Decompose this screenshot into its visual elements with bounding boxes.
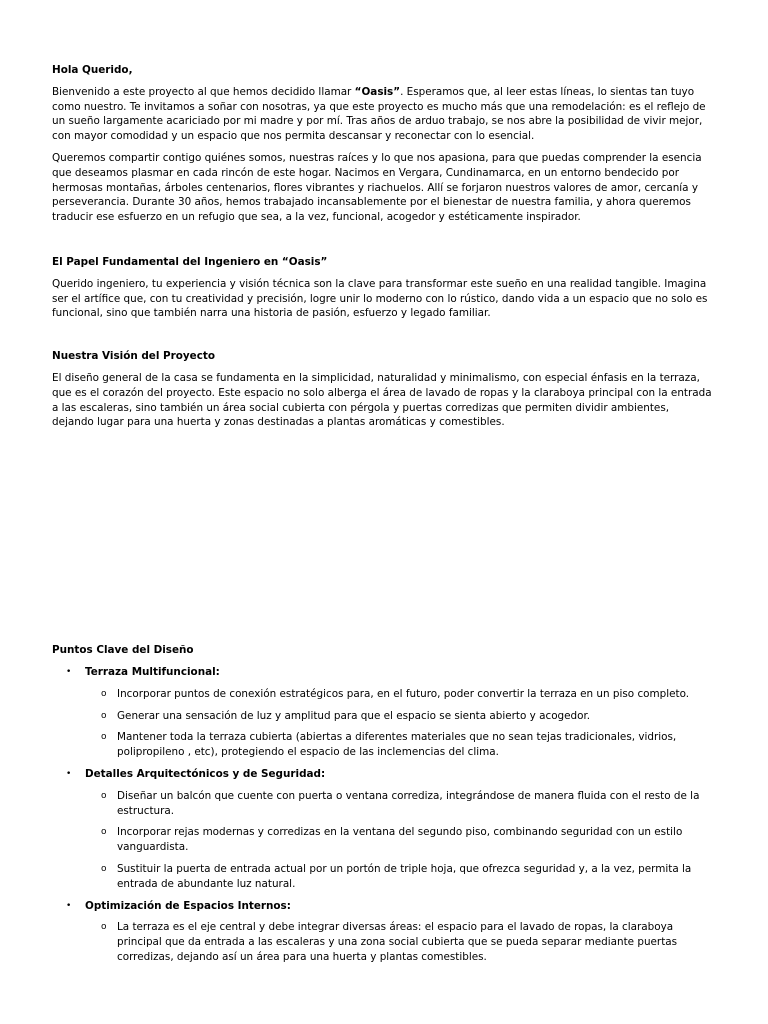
greeting: Hola Querido, bbox=[52, 64, 133, 76]
design-point-sublist bbox=[85, 789, 714, 892]
section-heading-puntos: Puntos Clave del Diseño bbox=[52, 644, 194, 657]
intro-paragraph-1 bbox=[52, 85, 714, 144]
circle-bullet-icon: o bbox=[101, 732, 107, 743]
intro-text-start: Bienvenido a este proyecto al que hemos decidido llamar bbox=[52, 85, 355, 98]
design-point-item bbox=[85, 730, 714, 760]
circle-bullet-icon: o bbox=[101, 922, 107, 933]
design-point-group bbox=[52, 665, 714, 760]
intro-paragraph-2: Queremos compartir contigo quiénes somos, nuestras raíces y lo que nos apasiona, para que puedas comprender la esencia que deseamos plasmar en cada rincón de este hogar. Nacimos en Vergara, Cundinamarca, en un entorno bendecido por hermosas montañas, árboles centenarios, flores vibrantes y riachuelos. Allí se forjaron nuestros valores de amor, cercanía y perseverancia. Durante 30 años, hemos trabajado incansablemente por el bienestar de nuestra familia, y ahora queremos traducir ese esfuerzo en un refugio que sea, a la vez, funcional, acogedor y estéticamente inspirador. bbox=[52, 151, 702, 224]
design-point-text: Mantener toda la terraza cubierta (abiertas a diferentes materiales que no sean tejas tradicionales, vidrios, polipropileno , etc), protegiendo el espacio de las inclemencias del clima. bbox=[117, 731, 677, 759]
circle-bullet-icon: o bbox=[101, 827, 107, 838]
design-points-list bbox=[52, 665, 714, 965]
design-point-text: La terraza es el eje central y debe integrar diversas áreas: el espacio para el lavado de ropas, la claraboya principal que da entrada a las escaleras y una zona social cubierta que se pueda separar mediante puertas corredizas, dejando así un área para una huerta y plantas comestibles. bbox=[117, 921, 678, 963]
design-point-item bbox=[85, 825, 714, 855]
section-body-vision: El diseño general de la casa se fundamenta en la simplicidad, naturalidad y minimalismo, con especial énfasis en la terraza, que es el corazón del proyecto. Este espacio no solo alberga el área de lavado de ropas y la claraboya principal con la entrada a las escaleras, sino también un área social cubierta con pérgola y puertas corredizas que permiten dividir ambientes, dejando lugar para una huerta y zonas destinadas a plantas aromáticas y comestibles. bbox=[52, 371, 712, 429]
bullet-icon: • bbox=[66, 768, 72, 779]
section-body-ingeniero: Querido ingeniero, tu experiencia y visión técnica son la clave para transformar este sueño en una realidad tangible. Imagina ser el artífice que, con tu creatividad y precisión, logre unir lo moderno con lo rústico, dando vida a un espacio que no solo es funcional, sino que también narra una historia de pasión, esfuerzo y legado familiar. bbox=[52, 277, 708, 320]
design-point-sublist bbox=[85, 687, 714, 760]
design-point-title: Terraza Multifuncional: bbox=[85, 665, 220, 678]
design-point-sublist bbox=[85, 920, 714, 964]
design-point-text: Generar una sensación de luz y amplitud para que el espacio se sienta abierto y acogedor. bbox=[117, 709, 591, 722]
circle-bullet-icon: o bbox=[101, 688, 107, 699]
bullet-icon: • bbox=[66, 666, 72, 677]
section-heading-vision: Nuestra Visión del Proyecto bbox=[52, 350, 215, 363]
design-point-item bbox=[85, 920, 714, 964]
design-point-item bbox=[85, 709, 714, 724]
intro-text-end: . Esperamos que, al leer estas líneas, lo sientas tan tuyo como nuestro. Te invitamos a soñar con nosotras, ya que este proyecto es mucho más que una remodelación: es el reflejo de un sueño largamente acariciado por mi madre y por mí. Tras años de arduo trabajo, se nos abre la posibilidad de vivir mejor, con mayor comodidad y un espacio que nos permita descansar y reconectar con lo esencial. bbox=[52, 85, 706, 143]
design-point-title: Detalles Arquitectónicos y de Seguridad: bbox=[85, 767, 326, 780]
project-name: “Oasis” bbox=[354, 85, 401, 98]
design-point-text: Incorporar rejas modernas y corredizas en la ventana del segundo piso, combinando seguridad con un estilo vanguardista. bbox=[117, 826, 683, 854]
design-point-text: Sustituir la puerta de entrada actual por un portón de triple hoja, que ofrezca seguridad y, a la vez, permita la entrada de abundante luz natural. bbox=[117, 862, 692, 890]
document-page bbox=[52, 63, 714, 972]
circle-bullet-icon: o bbox=[101, 790, 107, 801]
bullet-icon: • bbox=[66, 900, 72, 911]
design-point-group bbox=[52, 767, 714, 892]
design-point-text: Incorporar puntos de conexión estratégicos para, en el futuro, poder convertir la terraza en un piso completo. bbox=[117, 687, 690, 700]
design-point-item bbox=[85, 862, 714, 892]
circle-bullet-icon: o bbox=[101, 863, 107, 874]
design-point-title: Optimización de Espacios Internos: bbox=[85, 899, 291, 912]
circle-bullet-icon: o bbox=[101, 710, 107, 721]
design-point-item bbox=[85, 789, 714, 819]
design-point-item bbox=[85, 687, 714, 702]
design-point-group bbox=[52, 899, 714, 965]
design-point-text: Diseñar un balcón que cuente con puerta o ventana corrediza, integrándose de manera fluida con el resto de la estructura. bbox=[117, 789, 700, 817]
section-heading-ingeniero: El Papel Fundamental del Ingeniero en “Oasis” bbox=[52, 255, 328, 268]
